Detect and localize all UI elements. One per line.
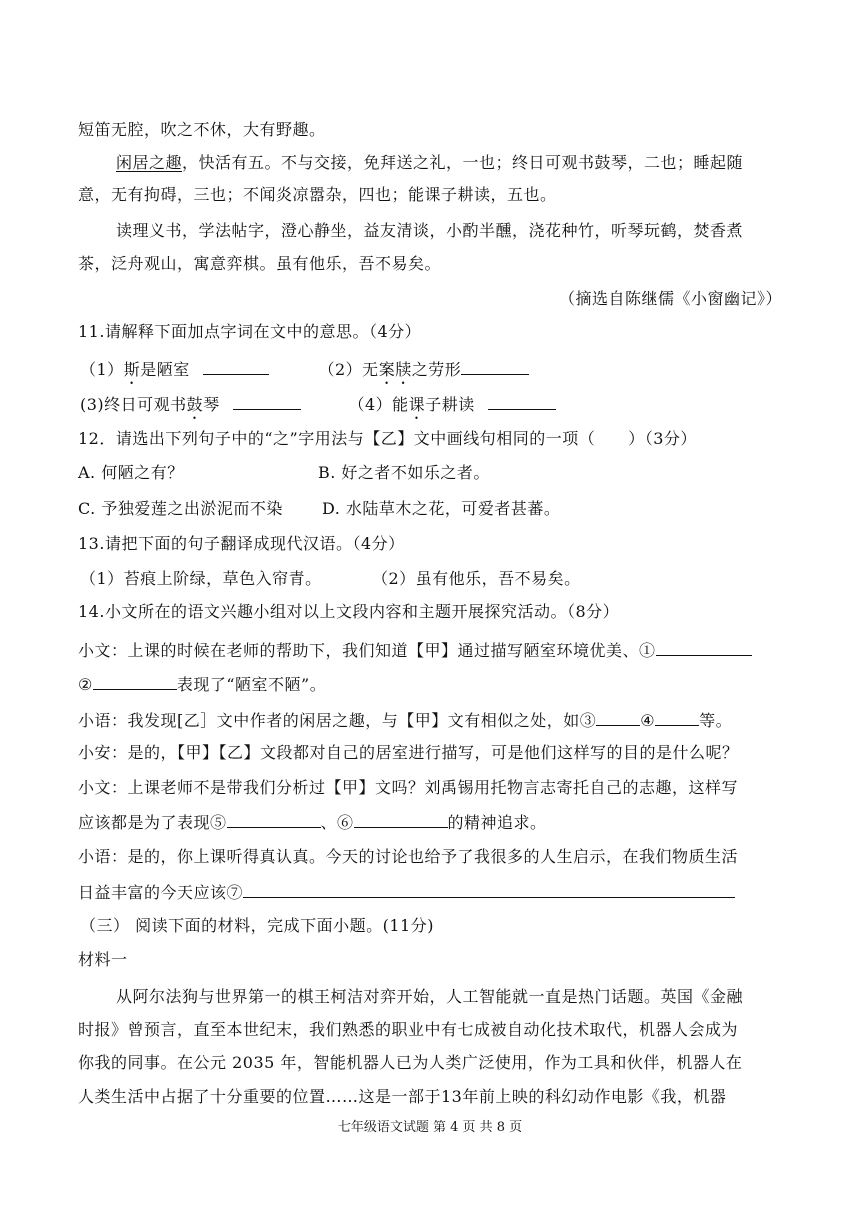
question-12-stem: 12．请选出下列句子中的“之”字用法与【乙】文中画线句相同的一项（ ）（3分） xyxy=(78,429,697,448)
passage-line: 读理义书，学法帖字，澄心静坐，益友清谈，小酌半醺，浇花种竹，听琴玩鹤，焚香煮 xyxy=(116,221,744,240)
question-14-line: 小语：是的，你上课听得真认真。今天的讨论也给予了我很多的人生启示，在我们物质生活 xyxy=(78,847,739,866)
answer-blank[interactable] xyxy=(488,391,556,410)
answer-blank-6[interactable] xyxy=(354,809,448,828)
answer-blank-1[interactable] xyxy=(656,637,752,656)
question-11-stem: 11.请解释下面加点字词在文中的意思。（4分） xyxy=(78,322,422,341)
material-line: 时报》曾预言，直至本世纪末，我们熟悉的职业中有七成被自动化技术取代，机器人会成为 xyxy=(78,1020,739,1039)
question-12-option-a: A. 何陋之有？ xyxy=(78,463,184,482)
answer-blank-3[interactable] xyxy=(596,707,640,726)
question-12-option-b: B. 好之者不如乐之者。 xyxy=(318,463,490,482)
question-11-row-2: (3)终日可观书鼓琴 （4）能课子耕读 xyxy=(80,391,556,423)
question-13-stem: 13.请把下面的句子翻译成现代汉语。（4分） xyxy=(78,534,405,553)
passage-line: 意，无有拘碍，三也；不闻炎凉嚣杂，四也；能课子耕读，五也。 xyxy=(78,185,557,204)
answer-blank[interactable] xyxy=(203,356,269,375)
question-14-line: ② 表现了“陋室不陋”。 xyxy=(78,671,326,697)
passage-line: 短笛无腔，吹之不休，大有野趣。 xyxy=(78,120,326,139)
question-14-line: 应该都是为了表现⑤ 、⑥ 的精神追求。 xyxy=(78,809,547,835)
question-14-line: 日益丰富的今天应该⑦ xyxy=(78,879,735,905)
passage-paragraph-2: 闲居之趣，快活有五。不与交接，免拜送之礼，一也；终日可观书鼓琴，二也；睡起随 xyxy=(116,153,744,172)
answer-blank-7[interactable] xyxy=(243,879,735,898)
section-3-heading: （三） 阅读下面的材料，完成下面小题。(11分) xyxy=(80,916,434,935)
underlined-sentence: 闲居之趣 xyxy=(116,153,183,172)
answer-blank[interactable] xyxy=(461,356,529,375)
answer-blank-5[interactable] xyxy=(227,809,321,828)
question-14-line: 小语：我发现[乙］文中作者的闲居之趣，与【甲】文有相似之处，如③ ④ 等。 xyxy=(78,707,732,733)
question-14-line: 小文：上课的时候在老师的帮助下，我们知道【甲】通过描写陋室环境优美、① xyxy=(78,637,752,663)
question-12-option-d: D. 水陆草木之花，可爱者甚蕃。 xyxy=(322,499,561,518)
material-line: 你我的同事。在公元 2035 年，智能机器人已为人类广泛使用，作为工具和伙伴，机器人在 xyxy=(78,1053,743,1072)
material-line: 人类生活中占据了十分重要的位置……这是一部于13年前上映的科幻动作电影《我，机器 xyxy=(78,1087,727,1106)
question-14-line: 小文：上课老师不是带我们分析过【甲】文吗？刘禹锡用托物言志寄托自己的志趣，这样写 xyxy=(78,778,739,797)
question-14-stem: 14.小文所在的语文兴趣小组对以上文段内容和主题开展探究活动。（8分） xyxy=(78,602,620,621)
answer-blank[interactable] xyxy=(233,391,301,410)
material-label: 材料一 xyxy=(78,950,128,969)
question-13-sentence-2: （2）虽有他乐，吾不易矣。 xyxy=(372,569,581,588)
passage-source: （摘选自陈继儒《小窗幽记》） xyxy=(558,289,782,308)
passage-line: 茶，泛舟观山，寓意弈棋。虽有他乐，吾不易矣。 xyxy=(78,254,442,273)
question-14-line: 小安：是的，【甲】【乙】文段都对自己的居室进行描写，可是他们这样写的目的是什么呢？ xyxy=(78,743,739,762)
question-13-sentence-1: （1）苔痕上阶绿，草色入帘青。 xyxy=(80,569,322,588)
answer-blank-2[interactable] xyxy=(93,671,177,690)
question-11-row-1: （1）斯是陋室 （2）无案牍之劳形 xyxy=(80,356,529,388)
page-footer: 七年级语文试题 第 4 页 共 8 页 xyxy=(337,1120,523,1135)
material-line: 从阿尔法狗与世界第一的棋王柯洁对弈开始，人工智能就一直是热门话题。英国《金融 xyxy=(116,987,744,1006)
answer-blank-4[interactable] xyxy=(655,707,699,726)
question-12-option-c: C. 予独爱莲之出淤泥而不染 xyxy=(78,499,283,518)
